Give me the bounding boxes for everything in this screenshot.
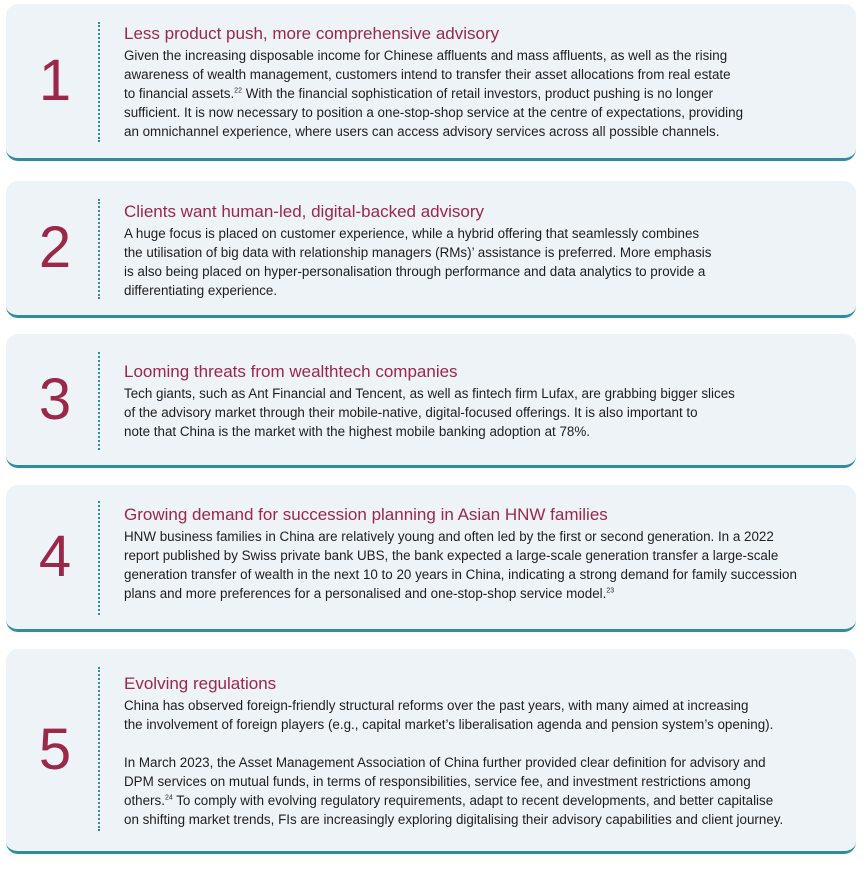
advisory-card-1 xyxy=(6,4,856,161)
card-body: HNW business families in China are relatively young and often led by the first or second generation. In a 2022 report published by Swiss private bank UBS, the bank expected a large-scale generation transfer a large-scale generation transfer of wealth in the next 10 to 20 years in China, indicating a strong demand for family succession plans and more preferences for a personalised and one-stop-shop service model.$^{23}$ xyxy=(124,529,797,601)
card-body: A huge focus is placed on customer experience, while a hybrid offering that seamlessly combines the utilisation of big data with relationship managers (RMs)’ assistance is preferred. More emphasis is also being placed on hyper-personalisation through performance and data analytics to provide a differentiating experience. xyxy=(124,226,712,298)
dotted-divider xyxy=(98,501,100,615)
card-body: China has observed foreign-friendly structural reforms over the past years, with many aimed at increasing the involvement of foreign players (e.g., capital market’s liberalisation agenda and pension system’s opening). In March 2023, the Asset Management Association of China further provided clear definition for advisory and DPM services on mutual funds, in terms of responsibilities, service fee, and investment restrictions among others.$^{24}$ To comply with evolving regulatory requirements, adapt to recent developments, and better capitalise on shifting market trends, FIs are increasingly exploring digitalising their advisory capabilities and client journey. xyxy=(124,698,784,827)
advisory-card-2 xyxy=(6,181,856,318)
advisory-card-4 xyxy=(6,485,856,632)
card-number: 5 xyxy=(38,717,72,782)
advisory-card-5 xyxy=(6,649,856,854)
card-body: Tech giants, such as Ant Financial and Tencent, as well as fintech firm Lufax, are grabbing bigger slices of the advisory market through their mobile-native, digital-focused offerings. It is also important to note that China is the market with the highest mobile banking adoption at 78%. xyxy=(124,386,735,439)
footnote-ref: 22 xyxy=(234,87,242,95)
card-title: Less product push, more comprehensive advisory xyxy=(124,24,500,43)
card-title: Looming threats from wealthtech companies xyxy=(124,362,458,381)
card-number: 1 xyxy=(38,48,72,113)
dotted-divider xyxy=(98,667,100,831)
footnote-ref: 24 xyxy=(164,794,173,802)
card-title: Evolving regulations xyxy=(124,674,277,693)
card-number: 2 xyxy=(38,215,72,280)
card-number: 4 xyxy=(38,524,72,589)
card-number: 3 xyxy=(38,366,72,432)
dotted-divider xyxy=(98,352,100,450)
card-title: Clients want human-led, digital-backed advisory xyxy=(124,202,485,221)
dotted-divider xyxy=(98,199,100,299)
advisory-card-3 xyxy=(6,334,856,468)
card-body: Given the increasing disposable income for Chinese affluents and mass affluents, as well as the rising awareness of wealth management, customers intend to transfer their asset allocations from real estate to financial assets.$^{22}$ With the financial sophistication of retail investors, product pushing is no longer sufficient. It is now necessary to position a one-stop-shop service at the centre of expectations, providing an omnichannel experience, where users can access advisory services across all possible channels. xyxy=(124,48,744,139)
card-title: Growing demand for succession planning in Asian HNW families xyxy=(124,505,608,524)
dotted-divider xyxy=(98,22,100,142)
footnote-ref: 23 xyxy=(606,587,615,595)
